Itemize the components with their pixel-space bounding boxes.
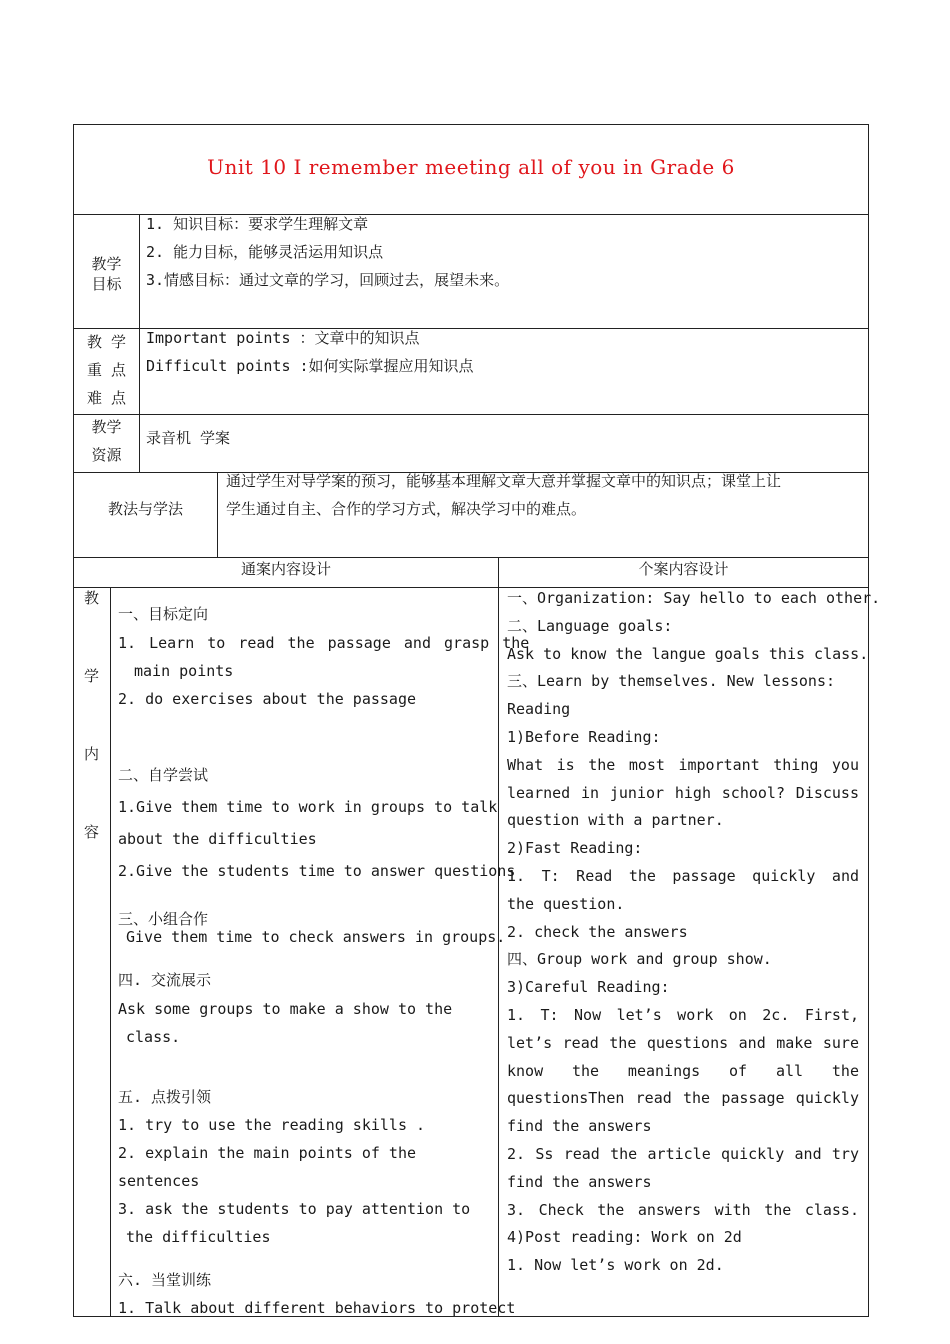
general-design-header: 通案内容设计 xyxy=(240,560,331,578)
right-line: 4)Post reading: Work on 2d xyxy=(507,1228,742,1246)
important-points: Important points ：文章中的知识点 xyxy=(146,329,420,347)
content-label-char-2: 学 xyxy=(84,667,100,685)
left-line: 2.Give the students time to answer questions xyxy=(118,862,516,880)
right-line: know the meanings of all the xyxy=(507,1062,859,1080)
right-line: the question. xyxy=(507,895,625,913)
left-line: sentences xyxy=(118,1172,200,1190)
right-line: find the answers xyxy=(507,1117,652,1135)
individual-design-header: 个案内容设计 xyxy=(638,560,729,578)
right-line: 2. check the answers xyxy=(507,923,688,941)
key-points-label-3: 难 点 xyxy=(86,389,127,407)
document-title: Unit 10 I remember meeting all of you in Grade 6 xyxy=(207,155,735,179)
objective-2: 2. 能力目标，能够灵活运用知识点 xyxy=(146,243,384,261)
resources-label xyxy=(74,413,139,469)
left-line: 1. Talk about different behaviors to protect xyxy=(118,1299,516,1317)
left-line: the difficulties xyxy=(126,1228,271,1246)
objectives-label-bottom: 目标 xyxy=(91,275,122,293)
resources-label-bottom: 资源 xyxy=(91,446,122,464)
left-line: 3. ask the students to pay attention to xyxy=(118,1200,471,1218)
right-line: 四、Group work and group show. xyxy=(507,950,772,968)
content-label-char-4: 容 xyxy=(84,823,100,841)
objectives-label xyxy=(74,254,139,294)
content-label-char-1: 教 xyxy=(84,589,100,607)
right-line: Reading xyxy=(507,700,571,718)
right-line: 2)Fast Reading: xyxy=(507,839,643,857)
left-step-1-heading: 一、目标定向 xyxy=(118,605,209,623)
left-line: Ask some groups to make a show to the xyxy=(118,1000,453,1018)
right-line: question with a partner. xyxy=(507,811,724,829)
left-line: 1. Learn to read the passage and grasp the xyxy=(118,634,530,652)
right-line: 1. T: Now let’s work on 2c. First, xyxy=(507,1006,859,1024)
objective-3: 3.情感目标：通过文章的学习，回顾过去，展望未来。 xyxy=(146,271,510,289)
right-line: What is the most important thing you xyxy=(507,756,859,774)
left-line: about the difficulties xyxy=(118,830,317,848)
methods-line-2: 学生通过自主、合作的学习方式，解决学习中的难点。 xyxy=(226,500,587,518)
right-line: Ask to know the langue goals this class. xyxy=(507,645,869,663)
key-points-label-1: 教 学 xyxy=(86,333,127,351)
left-line: 2. explain the main points of the xyxy=(118,1144,417,1162)
right-line: 3. Check the answers with the class. xyxy=(507,1201,859,1219)
objectives-label-top: 教学 xyxy=(91,255,122,273)
right-line: 1)Before Reading: xyxy=(507,728,661,746)
left-line: 1. try to use the reading skills . xyxy=(118,1116,426,1134)
left-step-6-heading: 六. 当堂训练 xyxy=(118,1271,212,1289)
right-line: 3)Careful Reading: xyxy=(507,978,670,996)
right-line: 一、Organization: Say hello to each other. xyxy=(507,589,881,607)
left-step-5-heading: 五. 点拨引领 xyxy=(118,1088,212,1106)
left-step-2-heading: 二、自学尝试 xyxy=(118,766,209,784)
methods-line-1: 通过学生对导学案的预习，能够基本理解文章大意并掌握文章中的知识点；课堂上让 xyxy=(226,472,782,490)
right-line: let’s read the questions and make sure xyxy=(507,1034,859,1052)
left-line: 1.Give them time to work in groups to talk xyxy=(118,798,498,816)
left-line: class. xyxy=(126,1028,181,1046)
left-step-4-heading: 四. 交流展示 xyxy=(118,971,212,989)
resources-text: 录音机 学案 xyxy=(146,429,231,447)
difficult-points: Difficult points :如何实际掌握应用知识点 xyxy=(146,357,474,375)
content-label-char-3: 内 xyxy=(84,745,100,763)
resources-label-top: 教学 xyxy=(91,418,122,436)
key-points-label xyxy=(74,328,139,412)
right-line: learned in junior high school? Discuss xyxy=(507,784,859,802)
right-line: 1. Now let’s work on 2d. xyxy=(507,1256,724,1274)
objective-1: 1. 知识目标：要求学生理解文章 xyxy=(146,215,369,233)
right-line: questionsThen read the passage quickly xyxy=(507,1089,859,1107)
key-points-label-2: 重 点 xyxy=(86,361,127,379)
right-line: 1. T: Read the passage quickly and xyxy=(507,867,859,885)
methods-label: 教法与学法 xyxy=(107,500,183,518)
right-line: 2. Ss read the article quickly and try xyxy=(507,1145,859,1163)
left-line: Give them time to check answers in groups. xyxy=(126,928,506,946)
right-line: 二、Language goals: xyxy=(507,617,673,635)
left-line: 2. do exercises about the passage xyxy=(118,690,417,708)
right-line: 三、Learn by themselves. New lessons: xyxy=(507,672,836,690)
left-step-3-heading: 三、小组合作 xyxy=(118,910,209,928)
right-line: find the answers xyxy=(507,1173,652,1191)
left-line: main points xyxy=(134,662,234,680)
